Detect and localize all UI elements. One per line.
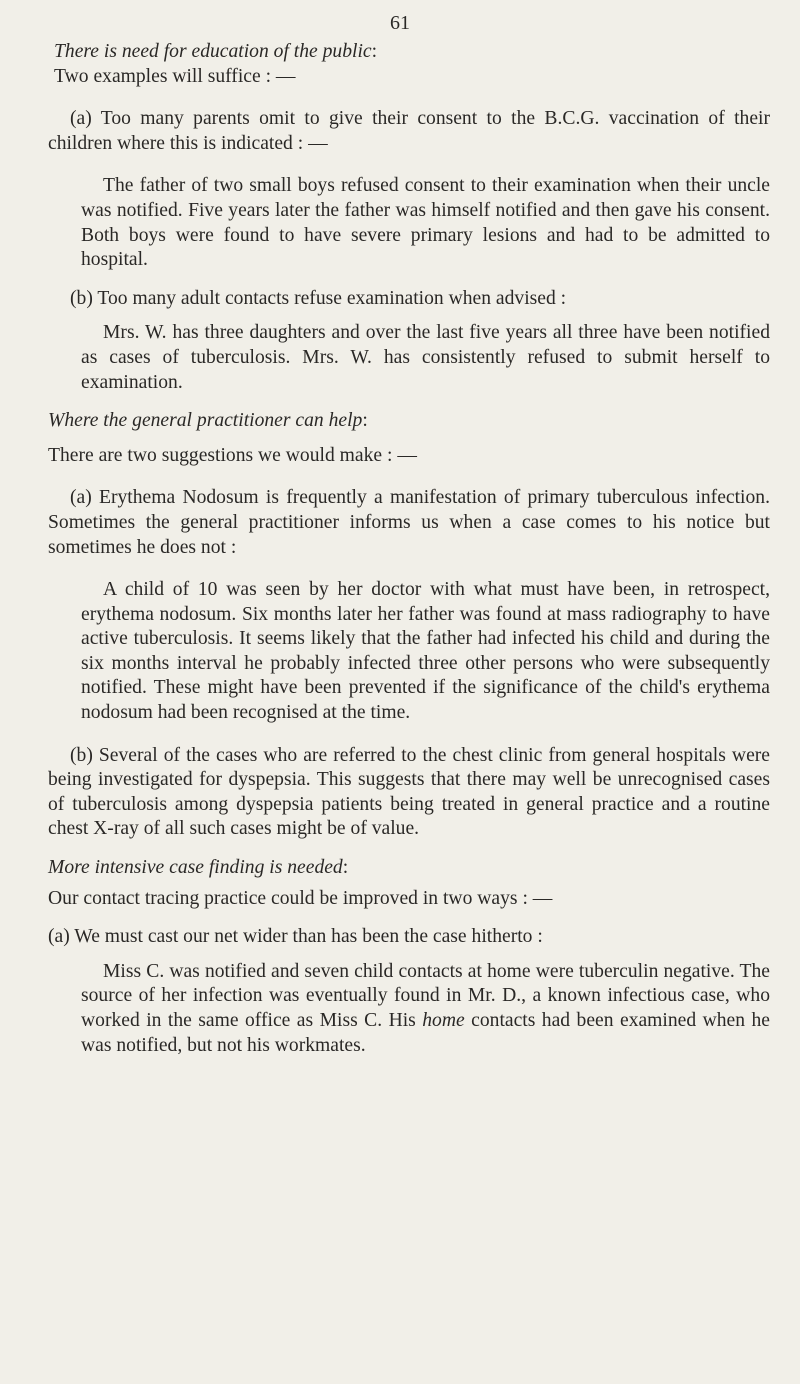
body-text [48, 40, 770, 1058]
heading-text: More intensive case finding is needed [48, 857, 343, 879]
text-run: contacts had been examined when he was notified, but not his workmates. [81, 1010, 770, 1056]
heading-text: Where the general practitioner can help [48, 410, 363, 432]
text-run: Miss C. was notified and seven child contacts at home were tuberculin negative. The source of her infection was eventually found in Mr. D., a known infectious case, who worked in the same office as Miss C. His [81, 960, 770, 1031]
paragraph: Mrs. W. has three daughters and over the last five years all three have been notified as cases of tuberculosis. Mrs. W. has consistently refused to submit herself to examination. [81, 322, 770, 393]
paragraph: (a) We must cast our net wider than has been the case hitherto : [48, 926, 543, 948]
paragraph: (b) Several of the cases who are referred to the chest clinic from general hospitals were being investigated for dyspepsia. This suggests that there may well be unrecognised cases of tuberculosis among dyspepsia patients being treated in general practice and a routine chest X-ray of all such cases might be of value. [48, 744, 770, 840]
paragraph: There are two suggestions we would make : — [48, 444, 417, 466]
paragraph: (b) Too many adult contacts refuse examination when advised : [70, 287, 567, 309]
section-heading-gp [48, 409, 770, 434]
section-heading-case-finding [48, 856, 770, 881]
heading-colon: : [342, 857, 349, 879]
paragraph: Two examples will suffice : — [54, 65, 296, 87]
section-heading-education [48, 40, 770, 65]
paragraph: Our contact tracing practice could be improved in two ways : — [48, 887, 553, 909]
paragraph: (a) Too many parents omit to give their consent to the B.C.G. vaccination of their children where this is indicated : — [48, 108, 770, 154]
paragraph: The father of two small boys refused consent to their examination when their uncle was notified. Five years later the father was himself notified and then gave his consent. Both boys were found to have severe primary lesions and had to be admitted to hospital. [81, 175, 770, 271]
paragraph: (a) Erythema Nodosum is frequently a manifestation of primary tuberculous infection. Sometimes the general practitioner informs us when a case comes to his notice but sometimes he does not : [48, 487, 770, 558]
paragraph: A child of 10 was seen by her doctor with what must have been, in retrospect, erythema nodosum. Six months later her father was found at mass radiography to have active tuberculosis. It seems likely that the father had infected his child and during the six months interval he probably infected three other persons who were subsequently notified. These might have been prevented if the significance of the child's erythema nodosum had been recognised at the time. [81, 579, 770, 724]
heading-text: There is need for education of the public [54, 41, 372, 62]
page-number: 61 [390, 12, 410, 34]
heading-colon: : [371, 41, 378, 62]
emphasis-text: home [422, 1010, 465, 1031]
paragraph [81, 960, 770, 1058]
heading-colon: : [362, 410, 368, 432]
